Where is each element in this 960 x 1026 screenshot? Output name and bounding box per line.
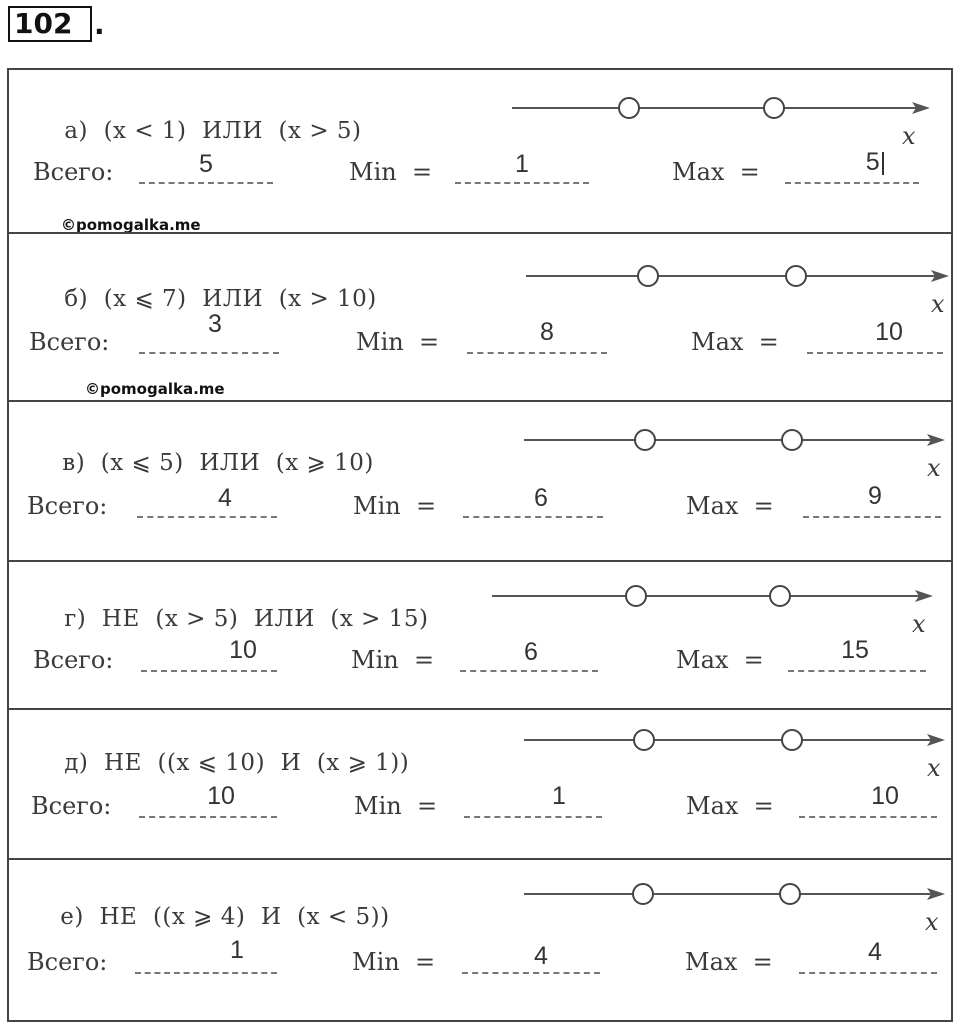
exercise-panel-a bbox=[7, 68, 953, 232]
max-answer: 15 bbox=[841, 636, 869, 664]
axis-x-label: x bbox=[925, 908, 939, 936]
condition-text: (x < 1) ИЛИ (x > 5) bbox=[103, 118, 362, 144]
total-blank bbox=[141, 670, 277, 672]
open-point-right bbox=[782, 730, 802, 750]
total-answer: 10 bbox=[229, 636, 257, 664]
min-label: Min = bbox=[354, 792, 438, 820]
item-letter: е) bbox=[60, 904, 84, 930]
max-answer: 4 bbox=[868, 938, 882, 966]
max-answer: 10 bbox=[871, 782, 899, 810]
exercise-panel-g bbox=[7, 560, 953, 708]
min-answer: 1 bbox=[515, 150, 529, 178]
item-letter: в) bbox=[62, 450, 86, 476]
condition-text: НЕ ((x ⩾ 4) И (x < 5)) bbox=[99, 904, 390, 930]
item-letter: б) bbox=[64, 286, 89, 312]
open-point-left bbox=[626, 586, 646, 606]
number-line-v bbox=[524, 426, 949, 456]
total-label: Всего: bbox=[27, 492, 108, 520]
total-label: Всего: bbox=[33, 158, 114, 186]
axis-x-label: x bbox=[902, 122, 916, 150]
exercise-panel-e bbox=[7, 858, 953, 1022]
open-point-left bbox=[635, 430, 655, 450]
total-blank bbox=[137, 516, 277, 518]
axis-x-label: x bbox=[912, 610, 926, 638]
min-label: Min = bbox=[349, 158, 433, 186]
axis-x-label: x bbox=[927, 754, 941, 782]
max-label: Max = bbox=[686, 492, 774, 520]
min-blank bbox=[463, 516, 603, 518]
total-blank bbox=[139, 182, 273, 184]
min-label: Min = bbox=[351, 646, 435, 674]
max-label: Max = bbox=[676, 646, 764, 674]
axis-x-label: x bbox=[927, 454, 941, 482]
exercise-panel-b bbox=[7, 232, 953, 400]
watermark: ©pomogalka.me bbox=[61, 216, 201, 234]
open-point-right bbox=[780, 884, 800, 904]
total-blank bbox=[135, 972, 277, 974]
max-label: Max = bbox=[686, 792, 774, 820]
min-blank bbox=[460, 670, 598, 672]
max-blank bbox=[799, 972, 937, 974]
min-answer: 6 bbox=[524, 638, 538, 666]
max-blank bbox=[803, 516, 941, 518]
max-blank bbox=[807, 352, 943, 354]
item-letter: г) bbox=[64, 606, 87, 632]
item-letter: д) bbox=[64, 750, 89, 776]
condition-text: (x ⩽ 5) ИЛИ (x ⩾ 10) bbox=[100, 450, 374, 476]
max-blank bbox=[785, 182, 919, 184]
total-answer: 3 bbox=[208, 310, 222, 338]
max-blank bbox=[788, 670, 926, 672]
open-point-right bbox=[764, 98, 784, 118]
item-letter: а) bbox=[64, 118, 88, 144]
max-label: Max = bbox=[685, 948, 773, 976]
total-answer: 10 bbox=[207, 782, 235, 810]
max-answer: 9 bbox=[868, 482, 882, 510]
total-blank bbox=[139, 352, 279, 354]
total-label: Всего: bbox=[27, 948, 108, 976]
min-answer: 8 bbox=[540, 318, 554, 346]
number-line-b bbox=[526, 262, 951, 292]
min-answer: 1 bbox=[552, 782, 566, 810]
total-answer: 1 bbox=[230, 936, 244, 964]
axis-x-label: x bbox=[931, 290, 945, 318]
task-number-dot: . bbox=[94, 8, 105, 41]
total-blank bbox=[139, 816, 277, 818]
number-line-a bbox=[512, 94, 932, 124]
min-blank bbox=[455, 182, 589, 184]
open-point-right bbox=[770, 586, 790, 606]
total-answer: 5 bbox=[199, 150, 213, 178]
max-blank bbox=[799, 816, 937, 818]
max-label: Max = bbox=[672, 158, 760, 186]
total-answer: 4 bbox=[218, 484, 232, 512]
condition-text: (x ⩽ 7) ИЛИ (x > 10) bbox=[103, 286, 377, 312]
open-point-right bbox=[786, 266, 806, 286]
min-blank bbox=[467, 352, 607, 354]
open-point-left bbox=[619, 98, 639, 118]
min-answer: 4 bbox=[534, 942, 548, 970]
condition-text: НЕ ((x ⩽ 10) И (x ⩾ 1)) bbox=[104, 750, 410, 776]
max-label: Max = bbox=[691, 328, 779, 356]
min-blank bbox=[462, 972, 600, 974]
open-point-left bbox=[638, 266, 658, 286]
open-point-left bbox=[634, 730, 654, 750]
max-answer: 10 bbox=[875, 318, 903, 346]
watermark: ©pomogalka.me bbox=[85, 380, 225, 398]
number-line-e bbox=[524, 880, 949, 910]
min-label: Min = bbox=[356, 328, 440, 356]
exercise-panel-d bbox=[7, 708, 953, 858]
min-label: Min = bbox=[352, 948, 436, 976]
total-label: Всего: bbox=[31, 792, 112, 820]
min-answer: 6 bbox=[534, 484, 548, 512]
number-line-g bbox=[492, 582, 937, 612]
open-point-left bbox=[633, 884, 653, 904]
min-blank bbox=[464, 816, 602, 818]
total-label: Всего: bbox=[29, 328, 110, 356]
exercise-panel-v bbox=[7, 400, 953, 560]
open-point-right bbox=[782, 430, 802, 450]
condition-text: НЕ (x > 5) ИЛИ (x > 15) bbox=[101, 606, 429, 632]
task-number: 102 bbox=[8, 6, 92, 42]
number-line-d bbox=[524, 726, 949, 756]
total-label: Всего: bbox=[33, 646, 114, 674]
min-label: Min = bbox=[353, 492, 437, 520]
max-answer: 5| bbox=[865, 148, 887, 176]
